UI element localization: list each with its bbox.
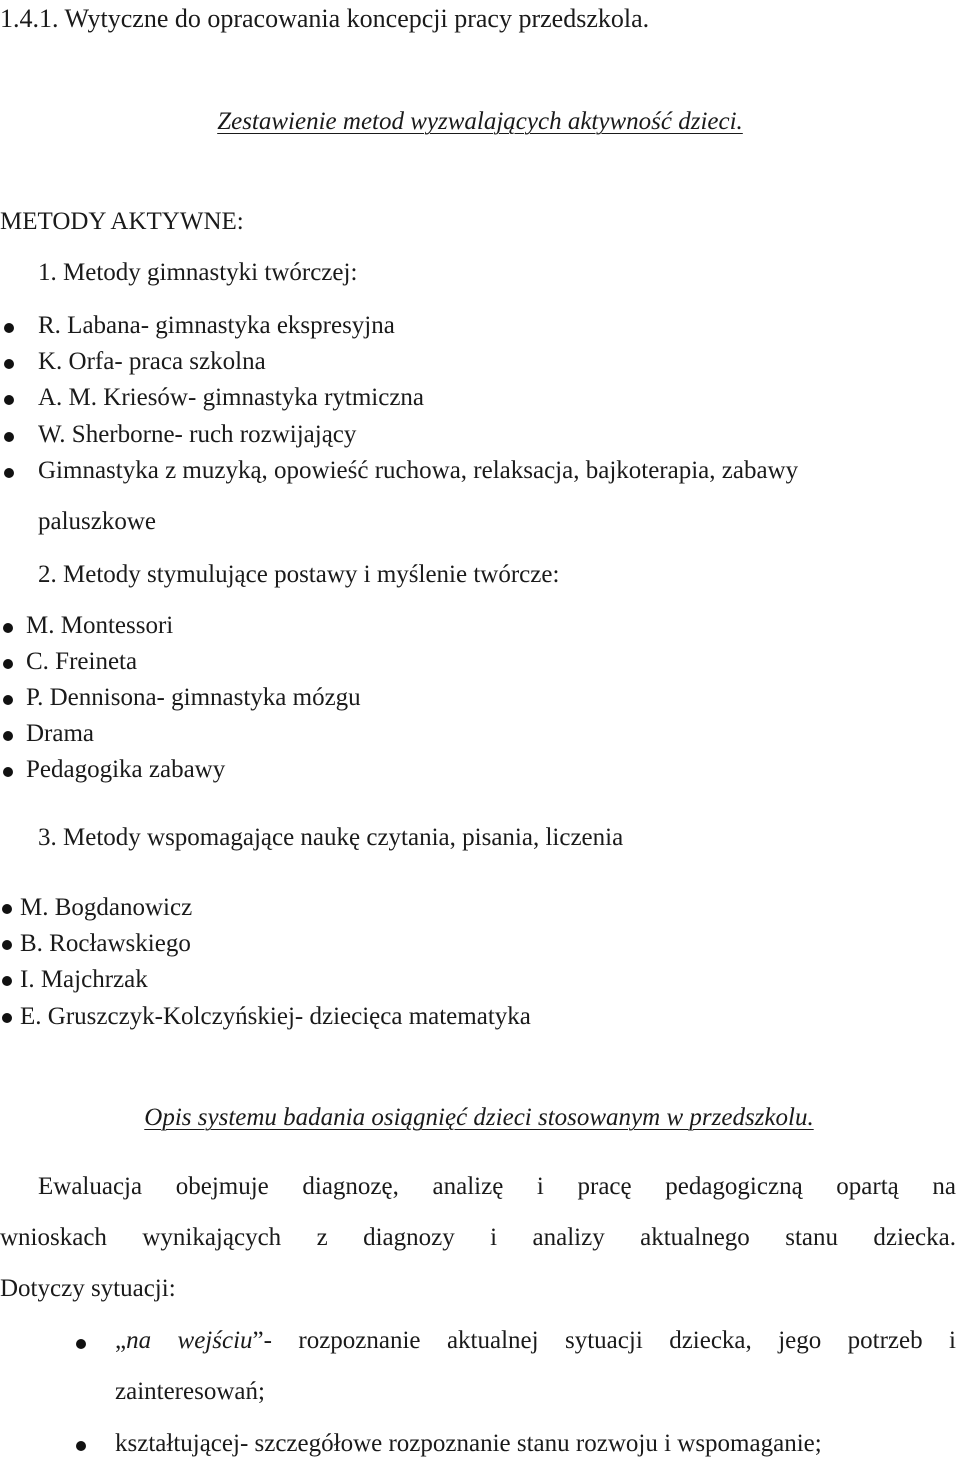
group2-item-5: Pedagogika zabawy xyxy=(26,756,226,783)
group1-bullet-1 xyxy=(4,323,14,333)
situation-item-1-rest: ”- rozpoznanie aktualnej sytuacji dziecka, jego potrzeb i xyxy=(252,1327,956,1354)
group2-bullet-1 xyxy=(3,623,13,633)
subtitle-methods: Zestawienie metod wyzwalających aktywność dzieci. xyxy=(217,108,743,135)
subtitle-evaluation: Opis systemu badania osiągnięć dzieci stosowanym w przedszkolu. xyxy=(144,1104,814,1131)
situation-item-2: kształtującej- szczegółowe rozpoznanie stanu rozwoju i wspomaganie; xyxy=(115,1430,822,1457)
situation-item-1-open-quote: „ xyxy=(115,1327,127,1354)
group3-item-4: E. Gruszczyk-Kolczyńskiej- dziecięca matematyka xyxy=(20,1003,531,1030)
section-label: METODY AKTYWNE: xyxy=(0,208,244,235)
group1-item-1: R. Labana- gimnastyka ekspresyjna xyxy=(38,312,395,339)
group3-bullet-1 xyxy=(2,904,12,914)
group1-item-2: K. Orfa- praca szkolna xyxy=(38,348,266,375)
group2-bullet-5 xyxy=(3,767,13,777)
group2-item-4: Drama xyxy=(26,720,95,747)
group3-title: 3. Metody wspomagające naukę czytania, pisania, liczenia xyxy=(38,824,624,851)
group1-item-5: Gimnastyka z muzyką, opowieść ruchowa, relaksacja, bajkoterapia, zabawy xyxy=(38,457,799,484)
page-heading: 1.4.1. Wytyczne do opracowania koncepcji pracy przedszkola. xyxy=(0,4,650,33)
paragraph-line-1: Ewaluacja obejmuje diagnozę, analizę i pracę pedagogiczną opartą na xyxy=(38,1173,956,1200)
situation-item-1-cont: zainteresowań; xyxy=(115,1378,265,1405)
group1-item-4: W. Sherborne- ruch rozwijający xyxy=(38,421,357,448)
group2-item-3: P. Dennisona- gimnastyka mózgu xyxy=(26,684,361,711)
group3-bullet-4 xyxy=(2,1013,12,1023)
situation-bullet-2 xyxy=(76,1441,86,1451)
group2-bullet-4 xyxy=(3,731,13,741)
situation-item-1-emphasis: na wejściu xyxy=(126,1327,253,1354)
group1-bullet-4 xyxy=(4,432,14,442)
group2-bullet-2 xyxy=(3,659,13,669)
group3-bullet-2 xyxy=(2,940,12,950)
group3-bullet-3 xyxy=(2,976,12,986)
situation-bullet-1 xyxy=(76,1339,86,1349)
situation-item-1 xyxy=(115,1327,956,1355)
group1-bullet-5 xyxy=(4,468,14,478)
paragraph-line-3: Dotyczy sytuacji: xyxy=(0,1275,176,1302)
group3-item-2: B. Rocławskiego xyxy=(20,930,191,957)
group1-bullet-2 xyxy=(4,359,14,369)
group1-title: 1. Metody gimnastyki twórczej: xyxy=(38,259,358,286)
group2-item-2: C. Freineta xyxy=(26,648,138,675)
paragraph-line-2: wnioskach wynikających z diagnozy i analizy aktualnego stanu dziecka. xyxy=(0,1224,956,1251)
group3-item-3: I. Majchrzak xyxy=(20,966,148,993)
group2-item-1: M. Montessori xyxy=(26,612,174,639)
group2-bullet-3 xyxy=(3,695,13,705)
group1-item-5-cont: paluszkowe xyxy=(38,508,157,535)
group2-title: 2. Metody stymulujące postawy i myślenie twórcze: xyxy=(38,561,560,588)
group1-item-3: A. M. Kriesów- gimnastyka rytmiczna xyxy=(38,384,425,411)
group3-item-1: M. Bogdanowicz xyxy=(20,894,193,921)
group1-bullet-3 xyxy=(4,395,14,405)
